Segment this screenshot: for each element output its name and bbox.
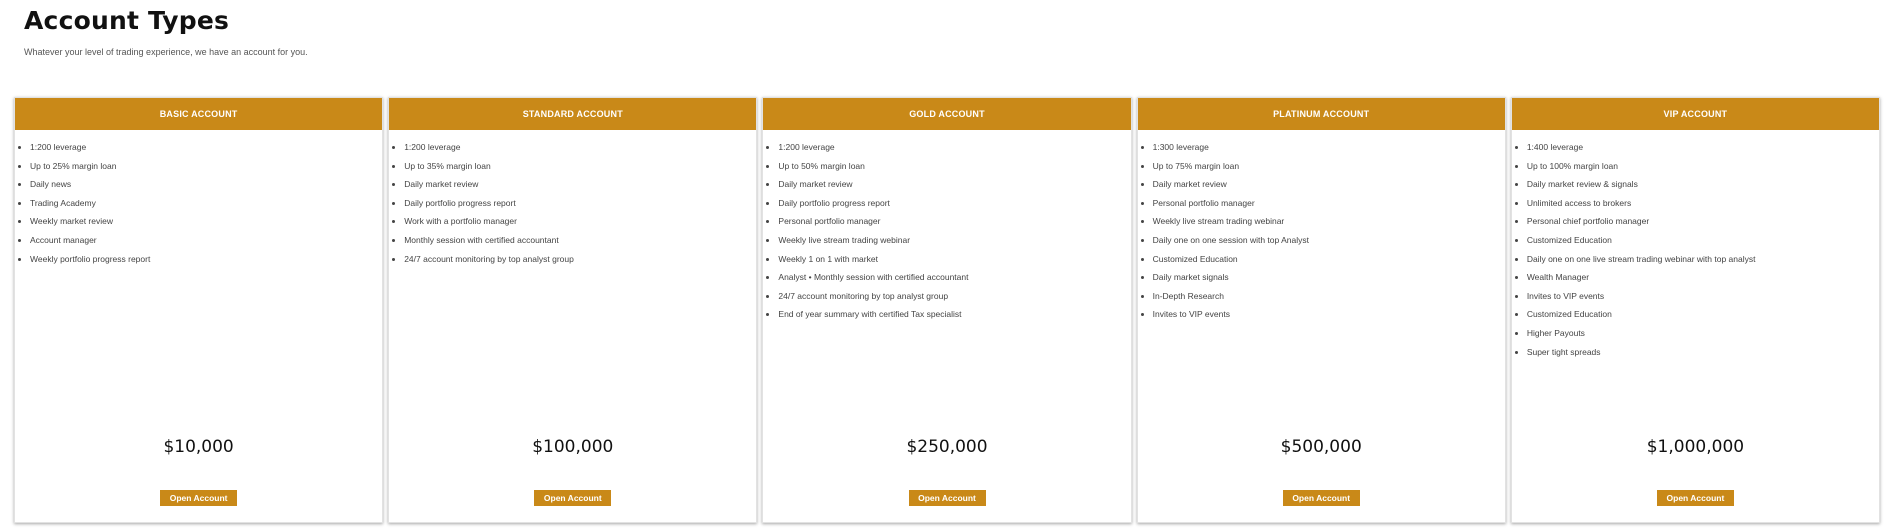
- button-wrap: [763, 490, 1130, 506]
- feature-item: • Daily portfolio progress report: [778, 194, 1130, 213]
- feature-item: • Weekly 1 on 1 with market: [778, 250, 1130, 269]
- feature-item: • 1:400 leverage: [1527, 138, 1879, 157]
- feature-item: • Customized Education: [1527, 305, 1879, 324]
- open-account-button[interactable]: Open Account: [909, 490, 986, 506]
- page-title: Account Types: [24, 6, 230, 35]
- price: $1,000,000: [1646, 437, 1745, 457]
- open-account-button[interactable]: Open Account: [1657, 490, 1734, 506]
- account-card-gold: [762, 97, 1131, 523]
- price: $250,000: [906, 437, 988, 457]
- feature-item: • 24/7 account monitoring by top analyst group: [404, 250, 756, 269]
- feature-item: • Daily one on one live stream trading webinar with top analyst: [1527, 250, 1879, 269]
- feature-item: • Unlimited access to brokers: [1527, 194, 1879, 213]
- account-card-basic: [14, 97, 383, 523]
- feature-list: [389, 130, 756, 268]
- feature-item: • Account manager: [30, 231, 382, 250]
- button-wrap: [15, 490, 382, 506]
- feature-item: • Up to 50% margin loan: [778, 157, 1130, 176]
- feature-item: • Daily market review: [404, 175, 756, 194]
- card-title: BASIC ACCOUNT: [15, 98, 382, 130]
- open-account-button[interactable]: Open Account: [160, 490, 237, 506]
- account-cards: [14, 97, 1880, 523]
- open-account-button[interactable]: Open Account: [534, 490, 611, 506]
- card-title: PLATINUM ACCOUNT: [1138, 98, 1505, 130]
- feature-item: • Personal portfolio manager: [778, 212, 1130, 231]
- feature-item: • Daily portfolio progress report: [404, 194, 756, 213]
- feature-item: • 1:200 leverage: [404, 138, 756, 157]
- button-wrap: [389, 490, 756, 506]
- feature-item: • End of year summary with certified Tax specialist: [778, 305, 1130, 324]
- feature-item: • Invites to VIP events: [1527, 287, 1879, 306]
- feature-list: [1512, 130, 1879, 361]
- feature-item: • In-Depth Research: [1153, 287, 1505, 306]
- feature-item: • 1:300 leverage: [1153, 138, 1505, 157]
- feature-item: • Analyst • Monthly session with certified accountant: [778, 268, 1130, 287]
- feature-item: • Daily market signals: [1153, 268, 1505, 287]
- feature-item: • 1:200 leverage: [30, 138, 382, 157]
- feature-item: • Daily news: [30, 175, 382, 194]
- feature-list: [1138, 130, 1505, 324]
- feature-item: • Higher Payouts: [1527, 324, 1879, 343]
- feature-item: • Weekly live stream trading webinar: [778, 231, 1130, 250]
- page-subtitle: Whatever your level of trading experience, we have an account for you.: [24, 47, 308, 57]
- feature-item: • Daily market review & signals: [1527, 175, 1879, 194]
- feature-item: • Up to 100% margin loan: [1527, 157, 1879, 176]
- feature-item: • Customized Education: [1153, 250, 1505, 269]
- feature-item: • Personal portfolio manager: [1153, 194, 1505, 213]
- account-card-vip: [1511, 97, 1880, 523]
- feature-item: • Monthly session with certified accountant: [404, 231, 756, 250]
- feature-item: • Daily market review: [778, 175, 1130, 194]
- button-wrap: [1138, 490, 1505, 506]
- feature-item: • Customized Education: [1527, 231, 1879, 250]
- feature-item: • Up to 75% margin loan: [1153, 157, 1505, 176]
- feature-list: [763, 130, 1130, 324]
- card-title: GOLD ACCOUNT: [763, 98, 1130, 130]
- feature-item: • Weekly portfolio progress report: [30, 250, 382, 269]
- feature-item: • Invites to VIP events: [1153, 305, 1505, 324]
- open-account-button[interactable]: Open Account: [1283, 490, 1360, 506]
- feature-item: • Super tight spreads: [1527, 343, 1879, 362]
- price: $100,000: [532, 437, 614, 457]
- feature-item: • Daily one on one session with top Analyst: [1153, 231, 1505, 250]
- account-card-platinum: [1137, 97, 1506, 523]
- feature-item: • Weekly market review: [30, 212, 382, 231]
- account-card-standard: [388, 97, 757, 523]
- feature-item: • Up to 25% margin loan: [30, 157, 382, 176]
- button-wrap: [1512, 490, 1879, 506]
- feature-item: • Weekly live stream trading webinar: [1153, 212, 1505, 231]
- card-title: VIP ACCOUNT: [1512, 98, 1879, 130]
- feature-item: • Up to 35% margin loan: [404, 157, 756, 176]
- price: $10,000: [163, 437, 234, 457]
- price: $500,000: [1280, 437, 1362, 457]
- feature-list: [15, 130, 382, 268]
- feature-item: • Wealth Manager: [1527, 268, 1879, 287]
- feature-item: • Daily market review: [1153, 175, 1505, 194]
- feature-item: • Personal chief portfolio manager: [1527, 212, 1879, 231]
- feature-item: • 1:200 leverage: [778, 138, 1130, 157]
- card-title: STANDARD ACCOUNT: [389, 98, 756, 130]
- feature-item: • 24/7 account monitoring by top analyst group: [778, 287, 1130, 306]
- feature-item: • Trading Academy: [30, 194, 382, 213]
- feature-item: • Work with a portfolio manager: [404, 212, 756, 231]
